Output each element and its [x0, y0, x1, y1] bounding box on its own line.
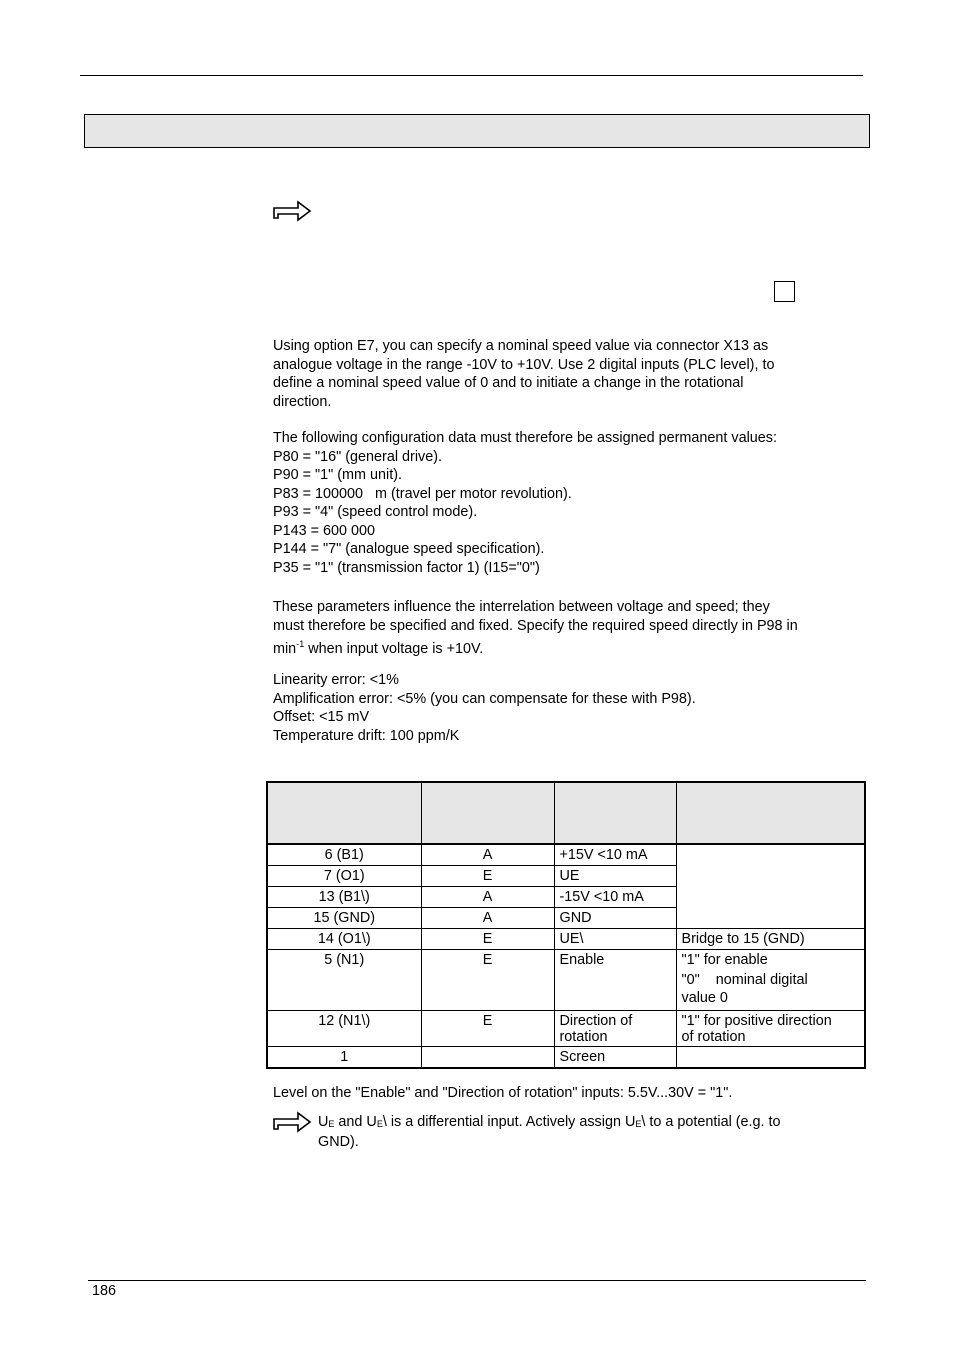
header-rule [80, 75, 863, 76]
config-line: The following configuration data must therefore be assigned permanent values: [273, 430, 777, 446]
unit-text: min [273, 640, 297, 657]
remark-cell: Bridge to 15 (GND) [676, 929, 865, 950]
direction-cell: E [421, 950, 554, 1011]
differential-input-note [318, 1113, 858, 1152]
pin-cell: 1 [267, 1047, 421, 1069]
signal-cell: Screen [554, 1047, 676, 1069]
intro-line: direction. [273, 393, 332, 410]
pin-cell: 7 (O1) [267, 866, 421, 887]
table-row [267, 1047, 865, 1069]
e-subscript: E [376, 1119, 383, 1129]
remark-cell [676, 1047, 865, 1069]
intro-paragraph [273, 337, 865, 411]
signal-cell: +15V <10 mA [554, 844, 676, 866]
table-header-row [267, 782, 865, 844]
pin-assignment-table [266, 781, 866, 1069]
section-title-bar [84, 114, 870, 148]
remark-line: "0" nominal digital [681, 972, 808, 988]
checkbox-icon [774, 281, 795, 302]
signal-cell: -15V <10 mA [554, 887, 676, 908]
error-line: Amplification error: <5% (you can compensate for these with P98). [273, 690, 696, 707]
note-arrow-icon [272, 1110, 312, 1138]
direction-cell [421, 1047, 554, 1069]
remark-line: "1" for positive direction [681, 1013, 832, 1029]
table-header-cell [676, 782, 865, 844]
unit-exponent: -1 [296, 639, 305, 649]
error-line: Linearity error: <1% [273, 672, 399, 688]
direction-cell: E [421, 929, 554, 950]
signal-cell [554, 1011, 676, 1047]
table-header-cell [421, 782, 554, 844]
influence-line: These parameters influence the interrelation between voltage and speed; they [273, 599, 770, 615]
influence-line [273, 635, 865, 658]
pin-cell: 15 (GND) [267, 908, 421, 929]
remark-line: value 0 [681, 990, 728, 1006]
intro-line: Using option E7, you can specify a nominal speed value via connector X13 as [273, 338, 769, 354]
config-line: P93 = "4" (speed control mode). [273, 504, 478, 520]
table-row [267, 950, 865, 1011]
note-text: and U [334, 1114, 377, 1130]
pin-cell: 12 (N1\) [267, 1011, 421, 1047]
pin-cell: 5 (N1) [267, 950, 421, 1011]
table-row [267, 1011, 865, 1047]
influence-tail: when input voltage is +10V. [304, 640, 484, 657]
pin-cell: 13 (B1\) [267, 887, 421, 908]
direction-cell: A [421, 908, 554, 929]
signal-line: rotation [559, 1029, 608, 1045]
e-subscript: E [635, 1119, 642, 1129]
remark-line: of rotation [681, 1029, 746, 1045]
note-text: \ is a differential input. Actively assign U [382, 1114, 636, 1130]
influence-paragraph [273, 598, 865, 658]
error-line: Temperature drift: 100 ppm/K [273, 727, 460, 744]
signal-line: Direction of [559, 1013, 633, 1029]
influence-line: must therefore be specified and fixed. Specify the required speed directly in P98 in [273, 617, 798, 634]
direction-cell: E [421, 1011, 554, 1047]
u-symbol: U [318, 1114, 329, 1130]
level-note: Level on the "Enable" and "Direction of rotation" inputs: 5.5V...30V = "1". [273, 1085, 733, 1101]
table-header-cell [554, 782, 676, 844]
note-line [318, 1113, 858, 1133]
e-subscript: E [328, 1119, 335, 1129]
error-line: Offset: <15 mV [273, 709, 370, 725]
direction-cell: A [421, 887, 554, 908]
signal-cell: UE [554, 866, 676, 887]
remark-line: "1" for enable [681, 952, 768, 968]
footer-rule [88, 1280, 866, 1281]
intro-line: analogue voltage in the range -10V to +10V. Use 2 digital inputs (PLC level), to [273, 356, 775, 373]
config-line: P83 = 100000 m (travel per motor revolution). [273, 485, 572, 502]
table-header-cell [267, 782, 421, 844]
note-line: GND). [318, 1134, 359, 1150]
pin-cell: 14 (O1\) [267, 929, 421, 950]
table-row [267, 844, 865, 866]
page-number: 186 [92, 1283, 117, 1299]
config-line: P143 = 600 000 [273, 522, 376, 539]
config-line: P35 = "1" (transmission factor 1) (I15="0") [273, 559, 540, 576]
signal-cell: GND [554, 908, 676, 929]
pin-cell: 6 (B1) [267, 844, 421, 866]
remark-cell [676, 1011, 865, 1047]
signal-cell: UE\ [554, 929, 676, 950]
config-line: P80 = "16" (general drive). [273, 448, 443, 465]
direction-cell: A [421, 844, 554, 866]
config-paragraph [273, 429, 865, 577]
remark-cell [676, 950, 865, 1011]
config-line: P90 = "1" (mm unit). [273, 467, 402, 483]
table-row [267, 929, 865, 950]
remark-cell [676, 844, 865, 929]
note-arrow-icon [272, 199, 312, 227]
note-text: \ to a potential (e.g. to [641, 1114, 781, 1130]
intro-line: define a nominal speed value of 0 and to initiate a change in the rotational [273, 375, 744, 391]
signal-cell: Enable [554, 950, 676, 1011]
config-line: P144 = "7" (analogue speed specification). [273, 541, 545, 557]
errors-paragraph [273, 671, 865, 745]
direction-cell: E [421, 866, 554, 887]
